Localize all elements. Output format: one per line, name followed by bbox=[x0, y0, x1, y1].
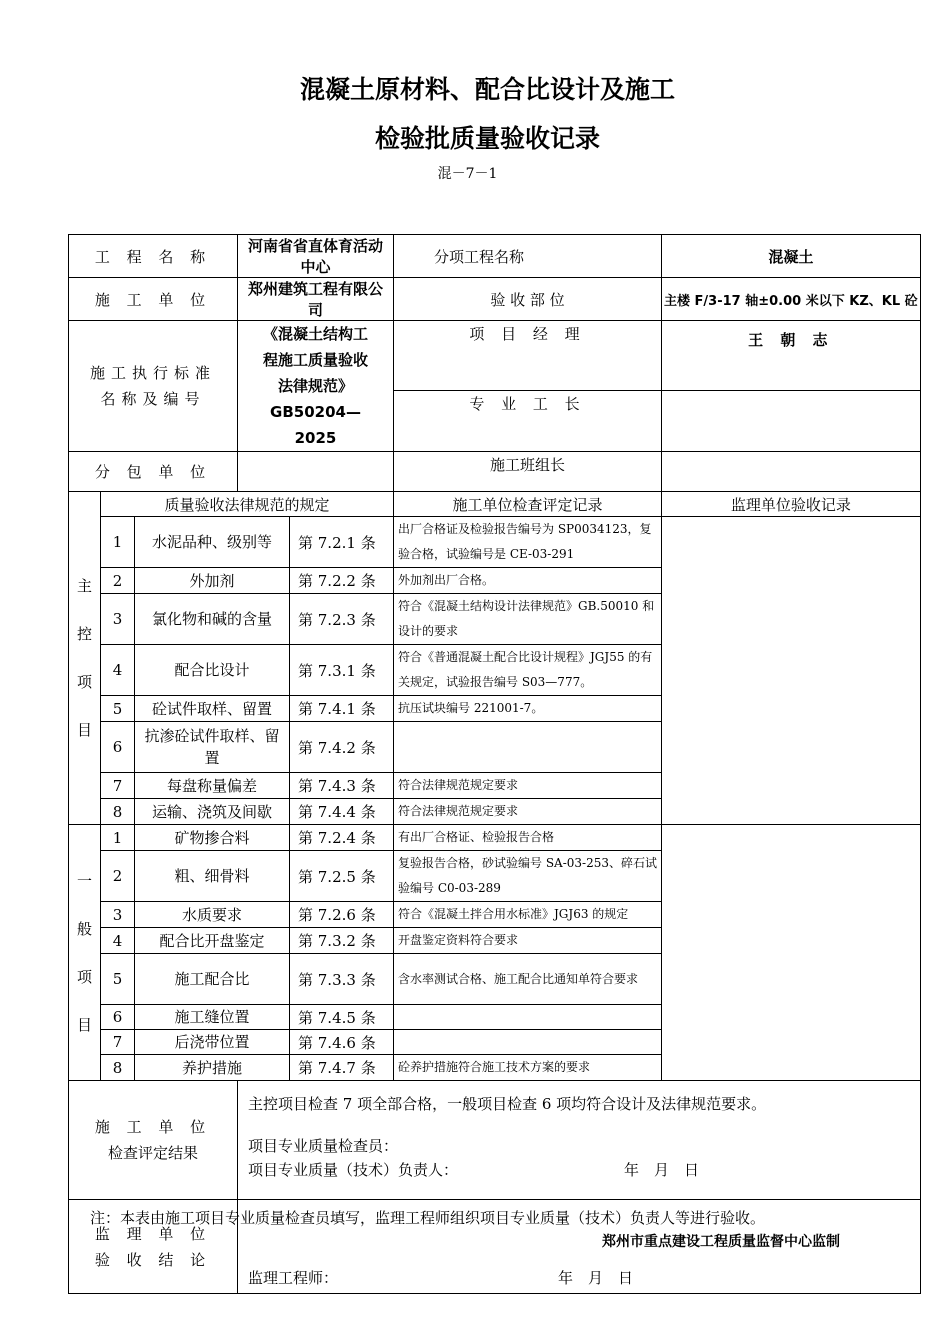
main-item-clause: 第 7.4.1 条 bbox=[290, 696, 394, 722]
contractor-result-label-1: 施 工 单 位 bbox=[94, 1118, 212, 1136]
main-item-clause: 第 7.2.1 条 bbox=[290, 517, 394, 568]
main-item-name: 水泥品种、级别等 bbox=[135, 517, 290, 568]
general-item-clause: 第 7.4.5 条 bbox=[290, 1005, 394, 1030]
main-item-clause: 第 7.2.2 条 bbox=[290, 568, 394, 594]
general-item-record: 有出厂合格证、检验报告合格 bbox=[394, 825, 662, 851]
main-row bbox=[69, 517, 921, 568]
standard-label-line-1: 施工执行标准 bbox=[89, 364, 216, 382]
engineer-value bbox=[662, 390, 921, 451]
contractor-record-header: 施工单位检查评定记录 bbox=[394, 492, 662, 517]
main-item-clause: 第 7.4.2 条 bbox=[290, 722, 394, 773]
general-item-record: 开盘鉴定资料符合要求 bbox=[394, 928, 662, 954]
main-item-name: 每盘称量偏差 bbox=[135, 773, 290, 799]
general-item-no: 8 bbox=[101, 1055, 135, 1081]
main-item-clause: 第 7.4.4 条 bbox=[290, 799, 394, 825]
supervisor-record-header: 监理单位验收记录 bbox=[662, 492, 921, 517]
main-item-name: 抗渗砼试件取样、留置 bbox=[135, 722, 290, 773]
main-item-no: 4 bbox=[101, 645, 135, 696]
general-item-no: 1 bbox=[101, 825, 135, 851]
general-item-no: 7 bbox=[101, 1030, 135, 1055]
inspection-part-label: 验 收 部 位 bbox=[394, 278, 662, 321]
form-title-line-2: 检验批质量验收记录 bbox=[374, 124, 600, 153]
quality-inspector-line: 项目专业质量检查员： bbox=[248, 1137, 399, 1155]
supervisor-result-label-2: 验 收 结 论 bbox=[94, 1250, 212, 1269]
contractor-result-label-2: 检查评定结果 bbox=[107, 1144, 198, 1162]
main-item-no: 5 bbox=[101, 696, 135, 722]
sub-project-label: 分项工程名称 bbox=[394, 235, 662, 278]
general-item-name: 后浇带位置 bbox=[135, 1030, 290, 1055]
general-item-clause: 第 7.4.6 条 bbox=[290, 1030, 394, 1055]
main-item-name: 配合比设计 bbox=[135, 645, 290, 696]
general-item-clause: 第 7.3.2 条 bbox=[290, 928, 394, 954]
supervisor-date: 年 月 日 bbox=[558, 1269, 634, 1287]
general-item-name: 水质要求 bbox=[135, 902, 290, 928]
main-item-record: 符合法律规范规定要求 bbox=[394, 773, 662, 799]
main-item-no: 3 bbox=[101, 594, 135, 645]
contractor-label: 施 工 单 位 bbox=[69, 278, 238, 321]
general-item-no: 3 bbox=[101, 902, 135, 928]
general-item-clause: 第 7.3.3 条 bbox=[290, 954, 394, 1005]
general-item-record bbox=[394, 1030, 662, 1055]
general-item-no: 5 bbox=[101, 954, 135, 1005]
general-label-text: 一 般 项 目 bbox=[76, 871, 92, 1034]
main-item-no: 7 bbox=[101, 773, 135, 799]
general-supervisor-record bbox=[662, 825, 921, 1081]
standard-name: 《混凝土结构工程施工质量验收法律规范》GB50204—2025 bbox=[238, 321, 394, 452]
main-item-record: 符合《普通混凝土配合比设计规程》JGJ55 的有关规定，试验报告编号 S03—777。 bbox=[394, 645, 662, 696]
general-item-name: 施工配合比 bbox=[135, 954, 290, 1005]
general-item-record: 复验报告合格，砂试验编号 SA-03-253、碎石试验编号 C0-03-289 bbox=[394, 851, 662, 902]
main-item-record: 外加剂出厂合格。 bbox=[394, 568, 662, 594]
general-item-name: 矿物掺合料 bbox=[135, 825, 290, 851]
engineer-label: 专 业 工 长 bbox=[394, 390, 662, 451]
foreman-label: 施工班组长 bbox=[394, 452, 662, 492]
main-supervisor-record bbox=[662, 517, 921, 825]
contractor-result-content bbox=[238, 1081, 921, 1200]
main-item-no: 6 bbox=[101, 722, 135, 773]
general-item-clause: 第 7.2.4 条 bbox=[290, 825, 394, 851]
pm-label: 项 目 经 理 bbox=[394, 321, 662, 391]
supervisor-result-label-1: 监 理 单 位 bbox=[94, 1224, 212, 1243]
general-item-record: 砼养护措施符合施工技术方案的要求 bbox=[394, 1055, 662, 1081]
general-item-record bbox=[394, 1005, 662, 1030]
general-item-no: 6 bbox=[101, 1005, 135, 1030]
footnote: 注：本表由施工项目专业质量检查员填写，监理工程师组织项目专业质量（技术）负责人等进行验收。 bbox=[90, 1209, 766, 1227]
general-item-clause: 第 7.2.6 条 bbox=[290, 902, 394, 928]
general-item-clause: 第 7.4.7 条 bbox=[290, 1055, 394, 1081]
general-item-clause: 第 7.2.5 条 bbox=[290, 851, 394, 902]
main-item-name: 运输、浇筑及间歇 bbox=[135, 799, 290, 825]
foreman-value bbox=[662, 452, 921, 492]
contractor-result-label bbox=[69, 1081, 238, 1200]
main-item-clause: 第 7.3.1 条 bbox=[290, 645, 394, 696]
main-item-clause: 第 7.4.3 条 bbox=[290, 773, 394, 799]
general-item-record: 符合《混凝土拌合用水标准》JGJ63 的规定 bbox=[394, 902, 662, 928]
sub-project: 混凝土 bbox=[662, 235, 921, 278]
contractor-date: 年 月 日 bbox=[624, 1161, 700, 1179]
subcontractor-label: 分 包 单 位 bbox=[69, 452, 238, 492]
general-item-name: 粗、细骨料 bbox=[135, 851, 290, 902]
contractor-result-text: 主控项目检查 7 项全部合格，一般项目检查 6 项均符合设计及法律规范要求。 bbox=[248, 1095, 767, 1113]
general-item-name: 养护措施 bbox=[135, 1055, 290, 1081]
project-name: 河南省省直体育活动中心 bbox=[238, 235, 394, 278]
inspection-part: 主楼 F/3-17 轴±0.00 米以下 KZ、KL 砼 bbox=[662, 278, 921, 321]
project-name-label: 工 程 名 称 bbox=[69, 235, 238, 278]
general-item-no: 4 bbox=[101, 928, 135, 954]
main-label-text: 主 控 项 目 bbox=[76, 577, 92, 739]
general-row bbox=[69, 825, 921, 851]
main-item-name: 外加剂 bbox=[135, 568, 290, 594]
inspection-record-table bbox=[68, 234, 921, 1294]
standard-label-line-2: 名称及编号 bbox=[100, 390, 206, 408]
main-item-record bbox=[394, 722, 662, 773]
main-item-record: 符合法律规范规定要求 bbox=[394, 799, 662, 825]
main-item-no: 2 bbox=[101, 568, 135, 594]
spec-column-header: 质量验收法律规范的规定 bbox=[101, 492, 394, 517]
general-item-no: 2 bbox=[101, 851, 135, 902]
main-item-record: 抗压试块编号 221001-7。 bbox=[394, 696, 662, 722]
project-manager: 王 朝 志 bbox=[662, 321, 921, 391]
general-item-name: 配合比开盘鉴定 bbox=[135, 928, 290, 954]
form-code: 混－7－1 bbox=[437, 166, 498, 182]
main-item-record: 出厂合格证及检验报告编号为 SP0034123，复验合格，试验编号是 CE-03-291 bbox=[394, 517, 662, 568]
general-item-name: 施工缝位置 bbox=[135, 1005, 290, 1030]
main-item-record: 符合《混凝土结构设计法律规范》GB.50010 和设计的要求 bbox=[394, 594, 662, 645]
main-item-name: 氯化物和碱的含量 bbox=[135, 594, 290, 645]
general-item-record: 含水率测试合格、施工配合比通知单符合要求 bbox=[394, 954, 662, 1005]
main-item-no: 8 bbox=[101, 799, 135, 825]
general-label bbox=[69, 825, 101, 1081]
issuer-footer: 郑州市重点建设工程质量监督中心监制 bbox=[602, 1234, 840, 1250]
quality-responsible-line: 项目专业质量（技术）负责人： bbox=[248, 1161, 459, 1179]
main-items-label bbox=[69, 492, 101, 825]
form-title-line-1: 混凝土原材料、配合比设计及施工 bbox=[299, 75, 675, 104]
subcontractor-value bbox=[238, 452, 394, 492]
contractor-name: 郑州建筑工程有限公司 bbox=[238, 278, 394, 321]
main-item-no: 1 bbox=[101, 517, 135, 568]
main-item-name: 砼试件取样、留置 bbox=[135, 696, 290, 722]
main-item-clause: 第 7.2.3 条 bbox=[290, 594, 394, 645]
supervisor-engineer-line: 监理工程师： bbox=[248, 1269, 339, 1287]
